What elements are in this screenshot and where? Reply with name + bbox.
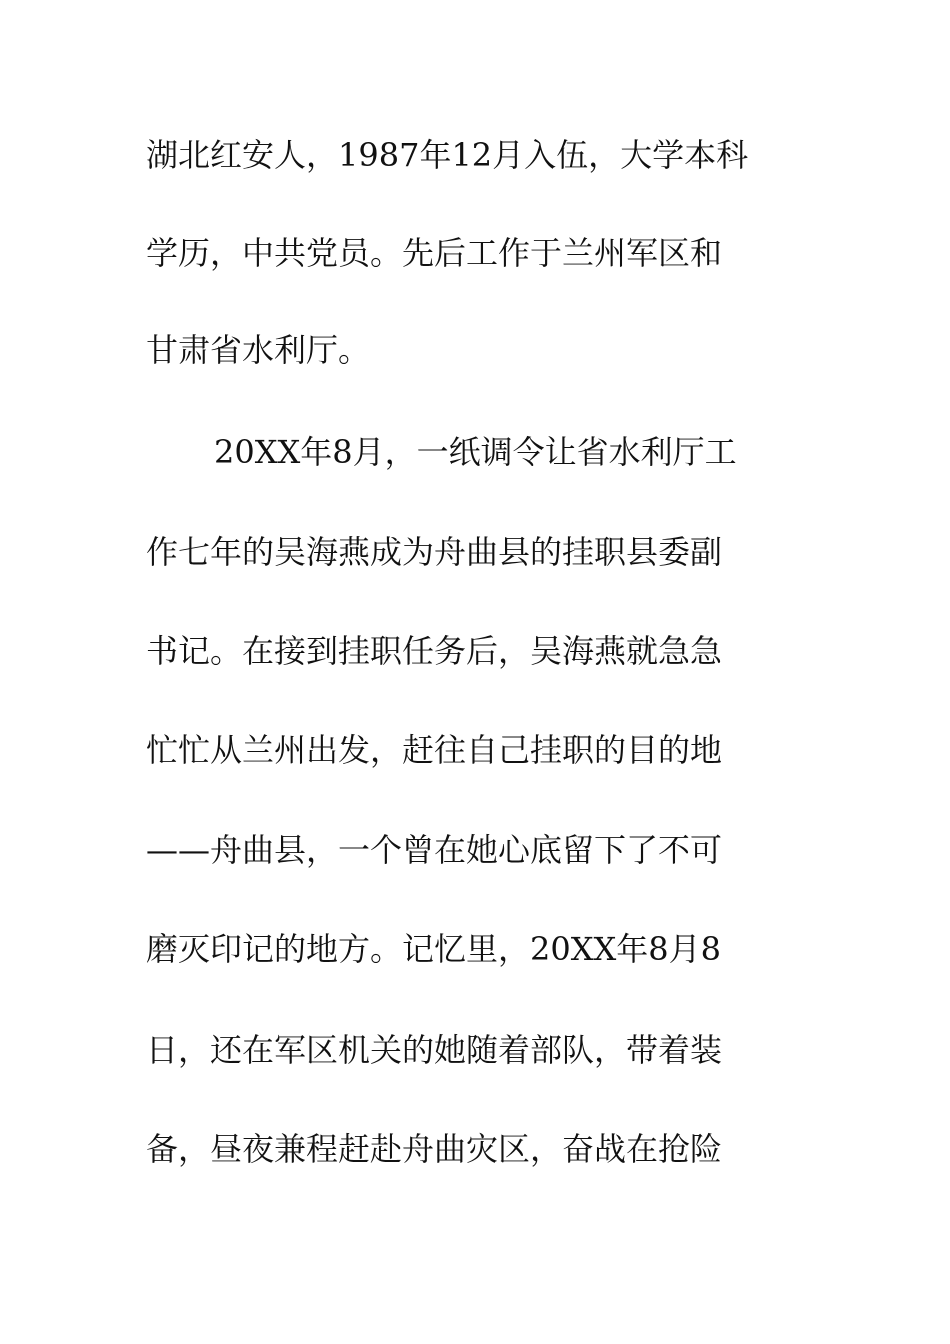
text-line-1: 湖北红安人，1987年12月入伍，大学本科	[146, 136, 749, 174]
text-line-8: ——舟曲县，一个曾在她心底留下了不可	[146, 831, 723, 869]
text-line-3: 甘肃省水利厅。	[146, 331, 371, 369]
text-line-6: 书记。在接到挂职任务后，吴海燕就急急	[146, 632, 723, 670]
text-line-2: 学历，中共党员。先后工作于兰州军区和	[146, 234, 723, 272]
text-line-4: 20XX年8月，一纸调令让省水利厅工	[214, 433, 737, 471]
text-line-11: 备，昼夜兼程赶赴舟曲灾区，奋战在抢险	[146, 1130, 723, 1168]
text-line-9: 磨灭印记的地方。记忆里，20XX年8月8	[146, 930, 722, 968]
text-line-10: 日，还在军区机关的她随着部队，带着装	[146, 1031, 723, 1069]
text-line-5: 作七年的吴海燕成为舟曲县的挂职县委副	[146, 533, 723, 571]
text-line-7: 忙忙从兰州出发，赶往自己挂职的目的地	[146, 731, 723, 769]
